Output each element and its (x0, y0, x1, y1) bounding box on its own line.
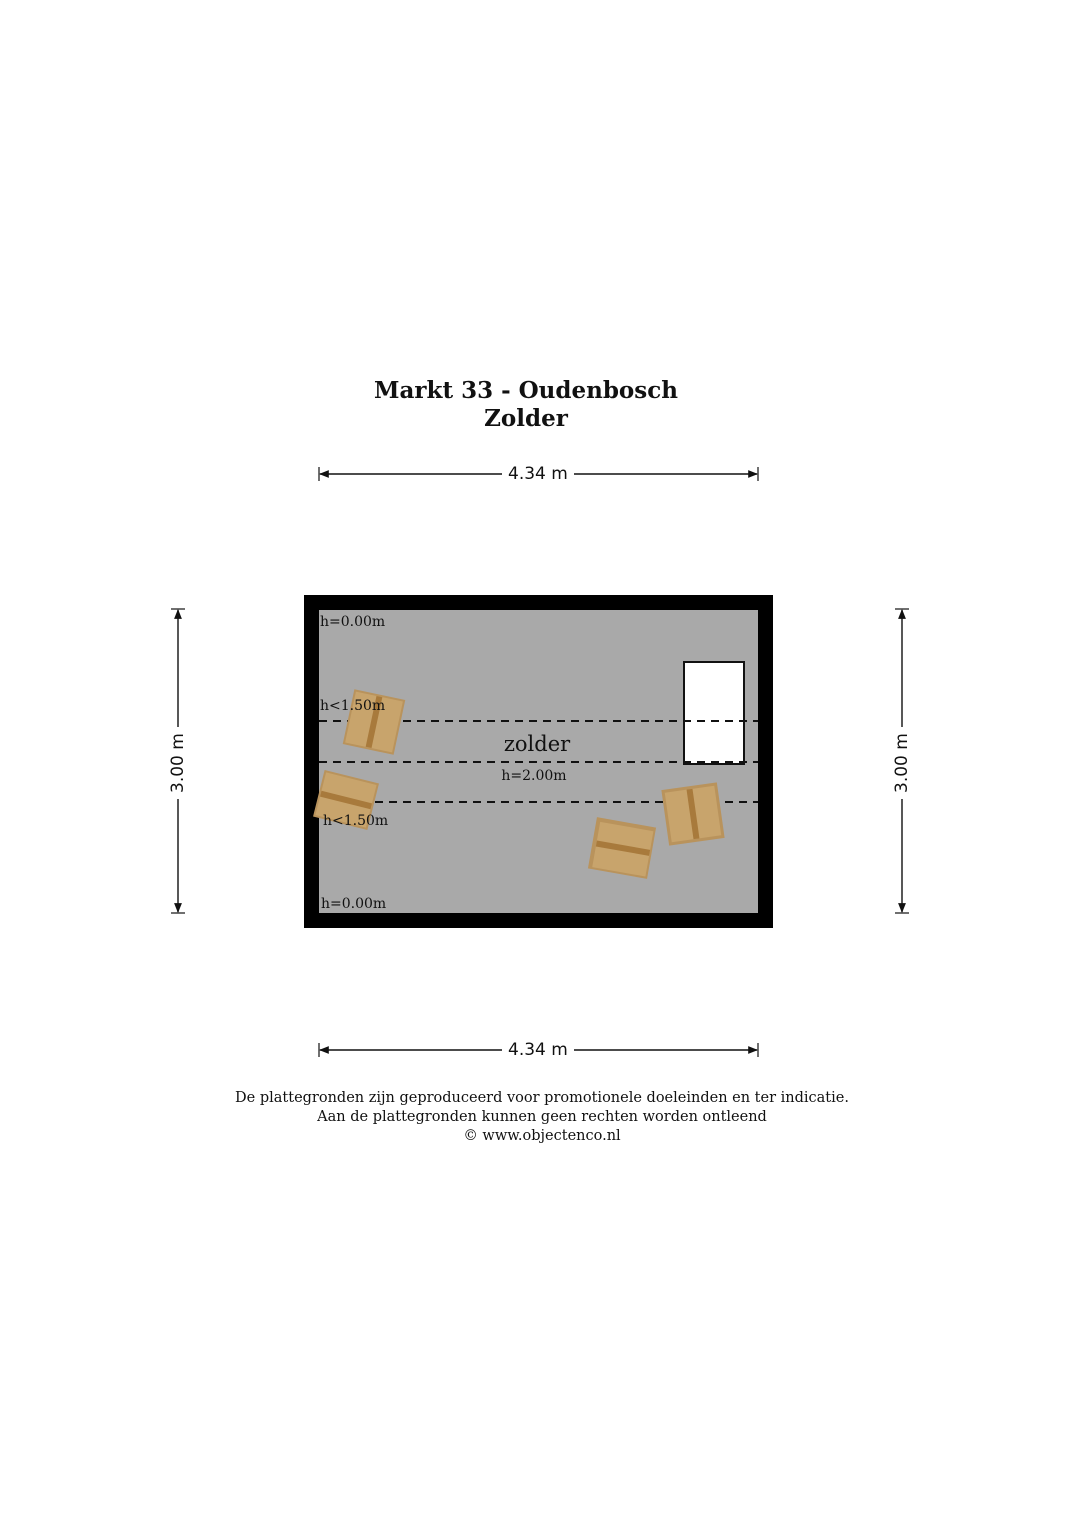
disclaimer-line-2: Aan de plattegronden kunnen geen rechten worden ontleend (317, 1109, 767, 1125)
moving-box (588, 817, 656, 879)
stair-hatch (684, 662, 744, 764)
copyright-line: © www.objectenco.nl (463, 1128, 621, 1144)
room-label: zolder (503, 732, 571, 756)
height-label-center: h=2.00m (501, 768, 567, 784)
moving-box (661, 782, 724, 845)
disclaimer-line-1: De plattegronden zijn geproduceerd voor promotionele doeleinden en ter indicatie. (235, 1090, 849, 1106)
height-label-bottom: h=0.00m (321, 896, 387, 912)
dimension-label-bottom: 4.34 m (502, 1040, 574, 1060)
height-label-lower-slope: h<1.50m (323, 813, 389, 829)
dimension-label-right: 3.00 m (892, 727, 912, 799)
floor-name: Zolder (484, 405, 568, 432)
disclaimer (0, 1089, 1080, 1146)
height-label-upper-slope: h<1.50m (320, 698, 386, 714)
dimension-label-top: 4.34 m (502, 464, 574, 484)
height-label-top: h=0.00m (320, 614, 386, 630)
dimension-label-left: 3.00 m (168, 727, 188, 799)
plan-title: Markt 33 - Oudenbosch (374, 377, 678, 404)
